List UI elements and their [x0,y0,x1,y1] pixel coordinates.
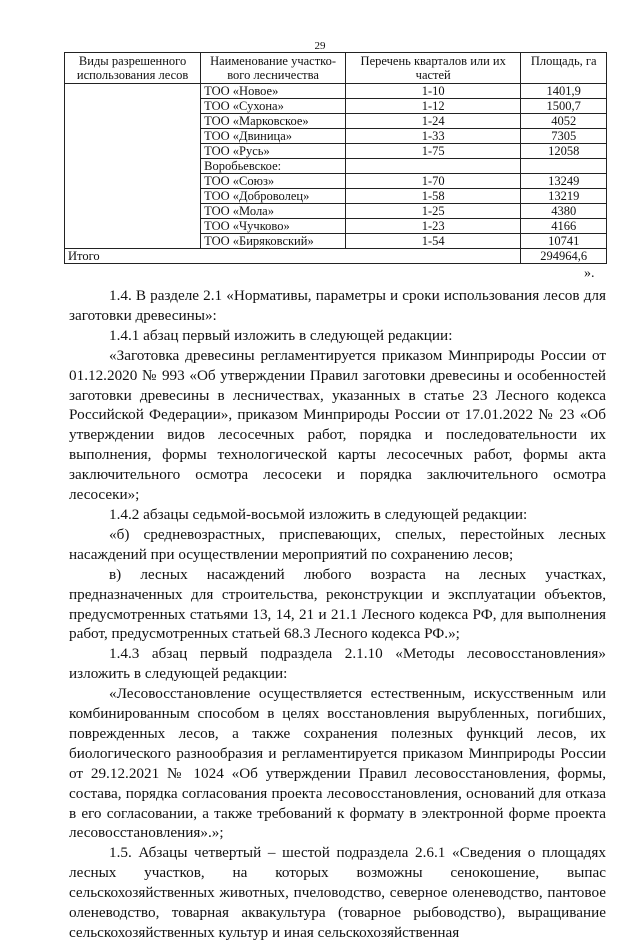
paragraph-1-4-2: 1.4.2 абзацы седьмой-восьмой изложить в следующей редакции: [109,505,528,523]
area-cell: 13249 [521,174,607,189]
forestry-name-cell: ТОО «Мола» [201,204,346,219]
forestry-group-cell: Воробьевское: [201,159,346,174]
quarters-cell: 1-70 [345,174,521,189]
forestry-name-cell: ТОО «Доброволец» [201,189,346,204]
page-number: 29 [314,40,326,52]
forestry-name-cell: ТОО «Сухона» [201,99,346,114]
table-header-row [65,53,607,84]
land-use-table [64,52,607,264]
quarters-cell: 1-10 [345,84,521,99]
area-cell: 13219 [521,189,607,204]
total-value-cell: 294964,6 [521,249,607,264]
quarters-cell: 1-24 [345,114,521,129]
area-cell: 7305 [521,129,607,144]
area-cell: 4052 [521,114,607,129]
paragraph-1-4-1: 1.4.1 абзац первый изложить в следующей редакции: [109,326,453,344]
forestry-name-cell: ТОО «Чучково» [201,219,346,234]
paragraph-item-b: «б) средневозрастных, приспевающих, спелых, перестойных лесных насаждений при осуществлении мероприятий по сохранению лесов; [69,525,606,563]
document-body [69,286,606,943]
area-cell: 12058 [521,144,607,159]
quarters-cell: 1-33 [345,129,521,144]
forestry-name-cell: ТОО «Двиница» [201,129,346,144]
header-area: Площадь, га [521,53,607,84]
area-cell: 4166 [521,219,607,234]
area-cell: 10741 [521,234,607,249]
header-land-use-type: Виды разрешенного использования лесов [65,53,201,84]
forestry-name-cell: ТОО «Русь» [201,144,346,159]
quarters-cell: 1-12 [345,99,521,114]
forestry-name-cell: ТОО «Марковское» [201,114,346,129]
total-label-cell: Итого [65,249,521,264]
header-forestry-name: Наименование участко-вого лесничества [201,53,346,84]
header-quarters-list: Перечень кварталов или их частей [345,53,521,84]
land-use-type-cell [65,84,201,249]
table-closing-quote: ». [584,266,595,281]
area-cell [521,159,607,174]
area-cell: 4380 [521,204,607,219]
area-cell: 1500,7 [521,99,607,114]
quarters-cell: 1-23 [345,219,521,234]
quarters-cell: 1-54 [345,234,521,249]
paragraph-1-4-3: 1.4.3 абзац первый подраздела 2.1.10 «Методы лесовосстановления» изложить в следующей редакции: [69,645,606,683]
forestry-name-cell: ТОО «Новое» [201,84,346,99]
quarters-cell: 1-58 [345,189,521,204]
quarters-cell: 1-75 [345,144,521,159]
paragraph-1-4: 1.4. В разделе 2.1 «Нормативы, параметры и сроки использования лесов для заготовки древесины»: [69,287,606,324]
forestry-name-cell: ТОО «Биряковский» [201,234,346,249]
quarters-cell: 1-25 [345,204,521,219]
forestry-name-cell: ТОО «Союз» [201,174,346,189]
area-cell: 1401,9 [521,84,607,99]
table-total-row [65,249,607,264]
quarters-cell [345,159,521,174]
paragraph-quote-reforestation: «Лесовосстановление осуществляется естественным, искусственным или комбинированным способом в целях восстановления вырубленных, погибших, поврежденных лесов, а также сохранения полезных функций лесов, их биологического разнообразия и регламентируется приказом Минприроды России от 29.12.2021 № 1024 «Об утверждении Правил лесовосстановления, формы, состава, порядка согласования проекта лесовосстановления, оснований для отказа в его согласовании, а также требований к формату в электронной форме проекта лесовосстановления».»; [69,685,606,842]
paragraph-1-5: 1.5. Абзацы четвертый – шестой подраздела 2.6.1 «Сведения о площадях лесных участков, на которых возможны сенокошение, выпас сельскохозяйственных животных, пчеловодство, северное оленеводство, пантовое оленеводство, товарная аквакультура (товарное рыбоводство), выращивание сельскохозяйственных культур и иная сельскохозяйственная [69,844,606,941]
paragraph-quote-harvesting: «Заготовка древесины регламентируется приказом Минприроды России от 01.12.2020 № 993 «Об утверждении Правил заготовки древесины и особенностей заготовки древесины в лесничествах, указанных в статье 23 Лесного кодекса Российской Федерации», приказом Минприроды России от 17.01.2022 № 23 «Об утверждении видов лесосечных работ, порядка и последовательности их выполнения, формы технологической карты лесосечных работ, формы акта заключительного осмотра лесосеки и порядка заключительного осмотра лесосеки»; [69,346,606,504]
table-row [65,84,607,99]
paragraph-item-v: в) лесных насаждений любого возраста на лесных участках, предназначенных для строительства, реконструкции и эксплуатации объектов, предусмотренных статьями 13, 14, 21 и 21.1 Лесного кодекса РФ, для выполнения работ, предусмотренных статьей 68.3 Лесного кодекса РФ.»; [69,565,606,643]
